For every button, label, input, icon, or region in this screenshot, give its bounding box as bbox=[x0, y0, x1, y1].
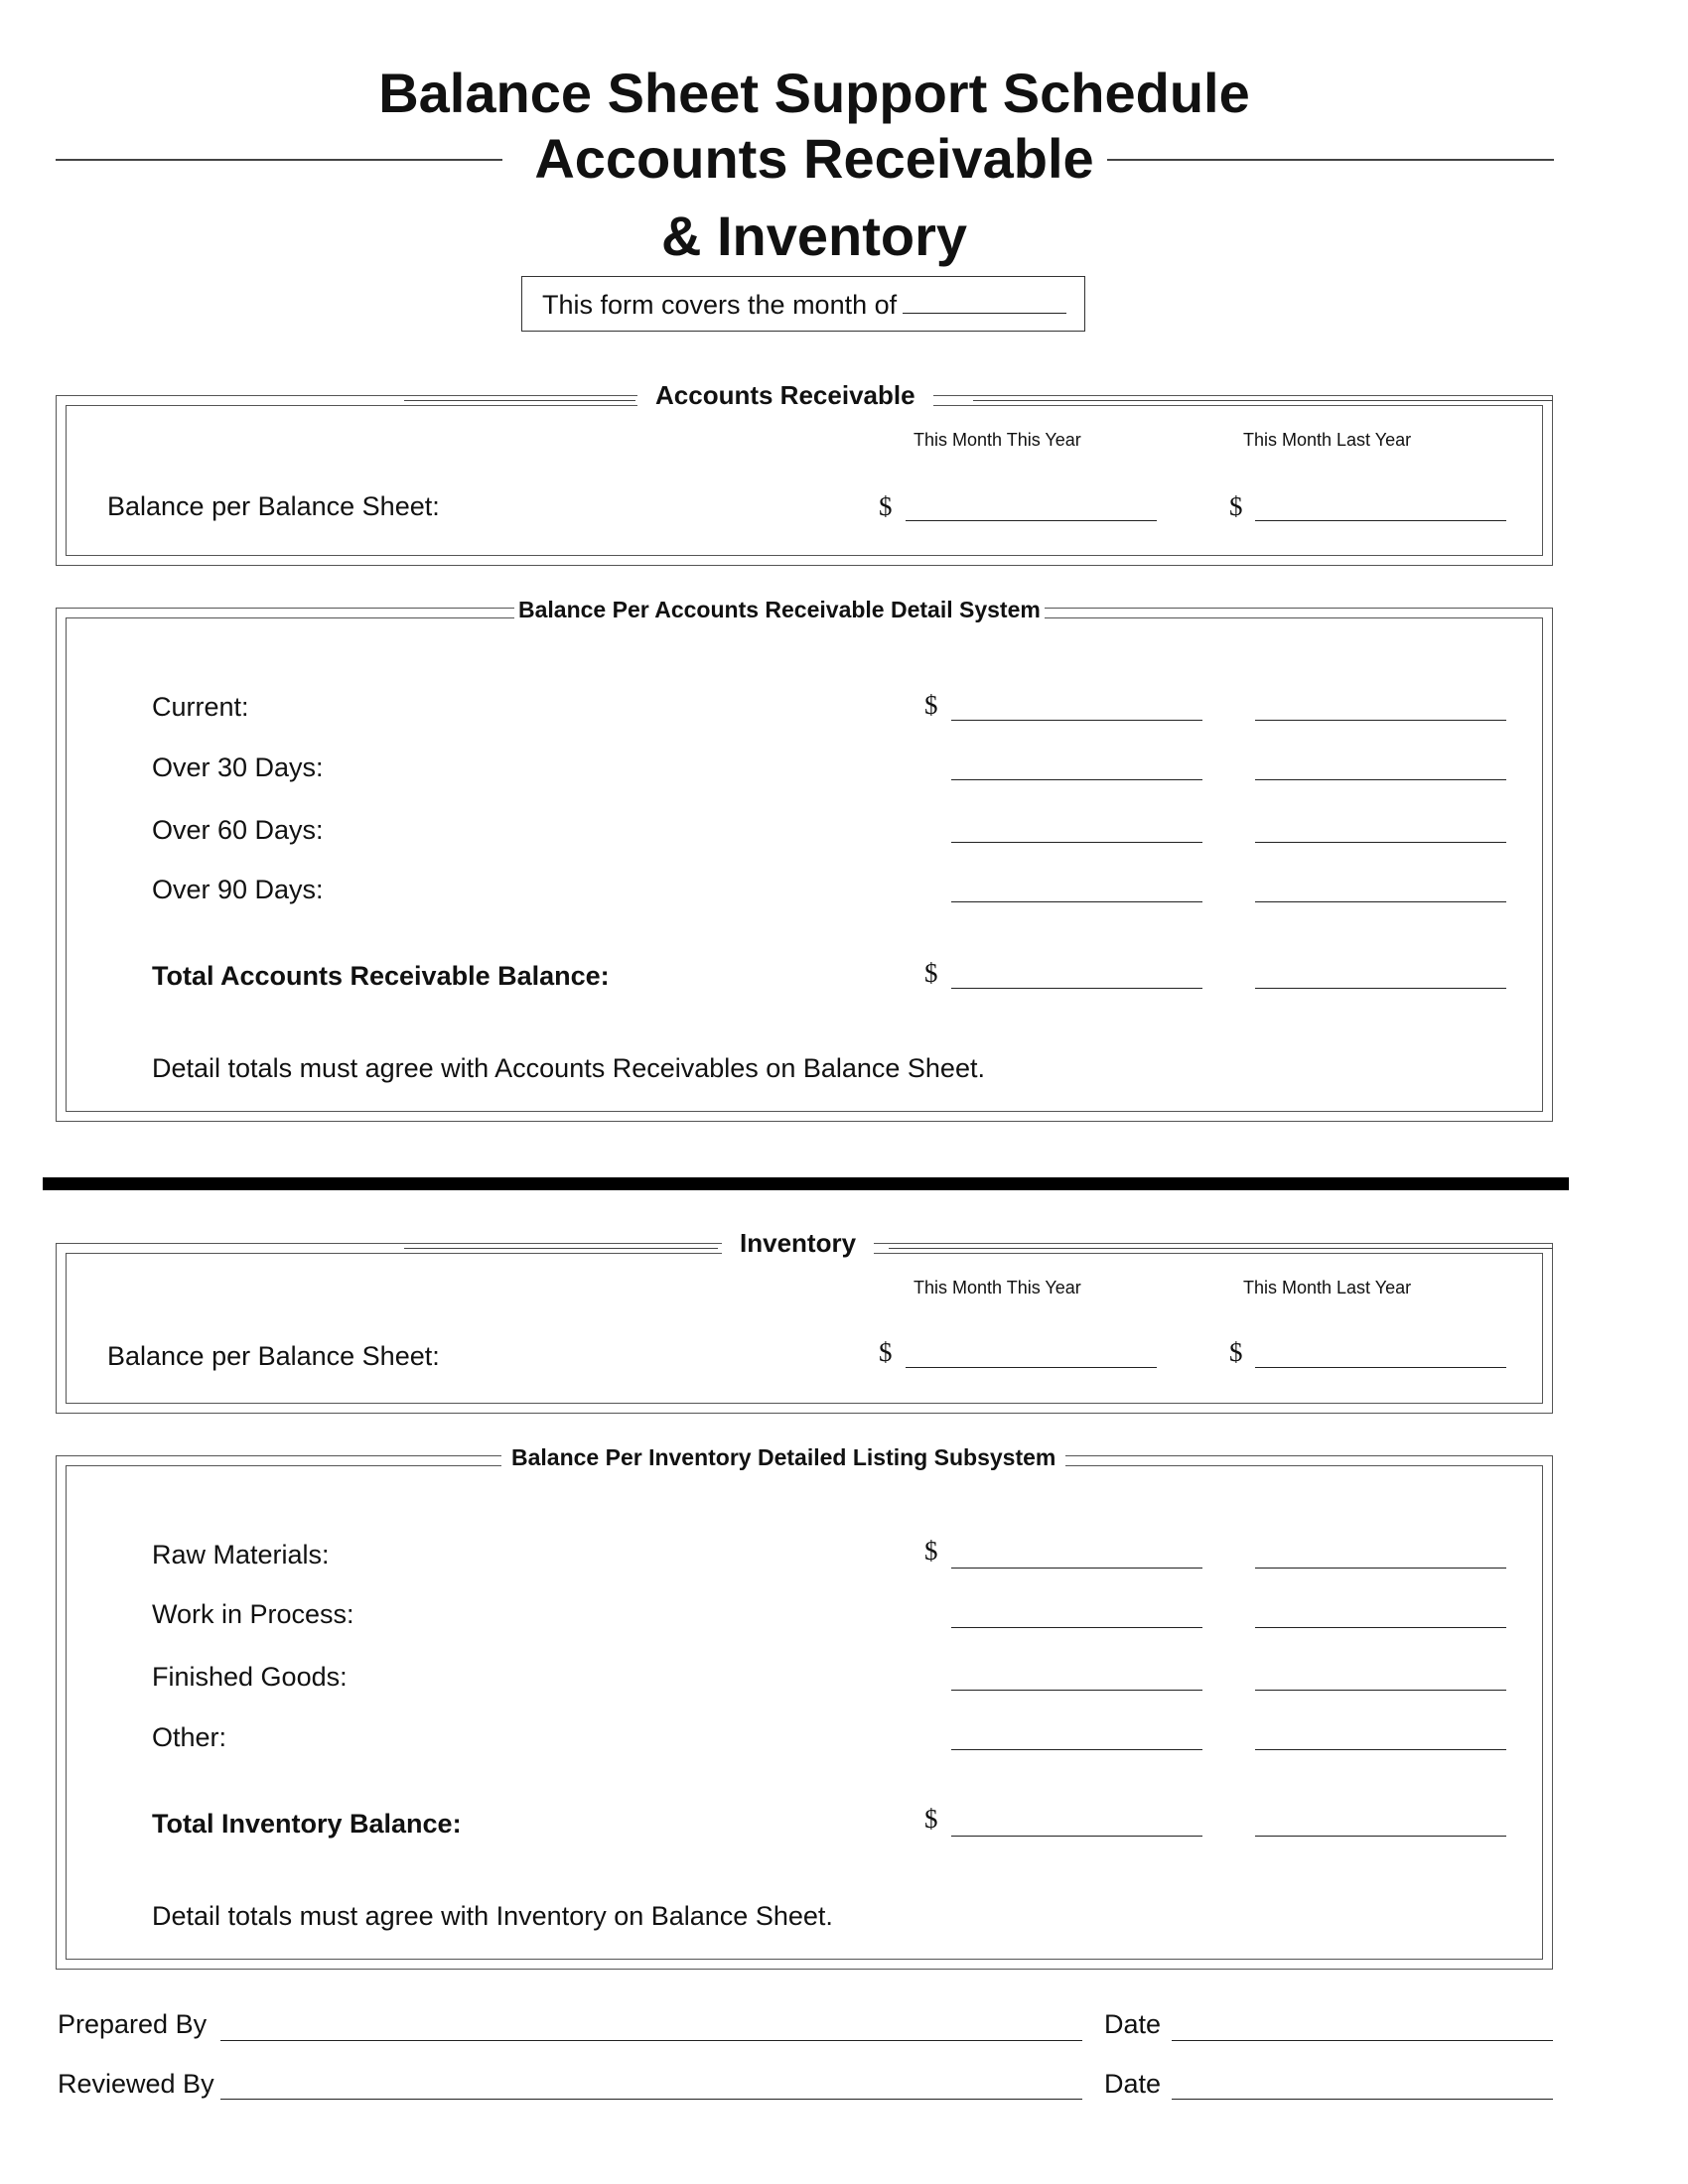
inv-detail-note: Detail totals must agree with Inventory on Balance Sheet. bbox=[152, 1901, 833, 1931]
inv-row-other-field-1[interactable] bbox=[951, 1749, 1202, 1750]
inv-detail-title: Balance Per Inventory Detailed Listing Subsystem bbox=[501, 1442, 1065, 1472]
form-subtitle-accounts-receivable: Accounts Receivable bbox=[534, 127, 1094, 190]
ar-row-60-label: Over 60 Days: bbox=[152, 815, 324, 845]
prepared-date-field[interactable] bbox=[1172, 2040, 1553, 2041]
month-prompt: This form covers the month of bbox=[542, 290, 898, 320]
reviewed-date-field[interactable] bbox=[1172, 2099, 1553, 2100]
ar-title-rule-left bbox=[404, 400, 635, 401]
form-title: Balance Sheet Support Schedule bbox=[378, 62, 1250, 124]
inv-total-field-1[interactable] bbox=[951, 1836, 1202, 1837]
ar-dollar-1: $ bbox=[879, 491, 893, 521]
ar-total-field-2[interactable] bbox=[1255, 988, 1506, 989]
inv-row-wip-field-1[interactable] bbox=[951, 1627, 1202, 1628]
ar-row-current-field-2[interactable] bbox=[1255, 720, 1506, 721]
ar-row-30-field-1[interactable] bbox=[951, 779, 1202, 780]
ar-summary-inner-border bbox=[66, 405, 1543, 556]
inv-row-raw-field-2[interactable] bbox=[1255, 1568, 1506, 1569]
ar-row-current-field-1[interactable] bbox=[951, 720, 1202, 721]
reviewed-by-field[interactable] bbox=[220, 2099, 1082, 2100]
ar-row-90-label: Over 90 Days: bbox=[152, 875, 324, 904]
inv-balance-label: Balance per Balance Sheet: bbox=[107, 1341, 440, 1371]
inv-summary-inner-border bbox=[66, 1253, 1543, 1404]
inv-dollar-2: $ bbox=[1229, 1337, 1243, 1367]
inv-row-wip-label: Work in Process: bbox=[152, 1599, 354, 1629]
ar-balance-label: Balance per Balance Sheet: bbox=[107, 491, 440, 521]
ar-row-60-field-2[interactable] bbox=[1255, 842, 1506, 843]
inv-row-finished-field-1[interactable] bbox=[951, 1690, 1202, 1691]
ar-row-90-field-1[interactable] bbox=[951, 901, 1202, 902]
ar-row-30-field-2[interactable] bbox=[1255, 779, 1506, 780]
month-box bbox=[521, 276, 1085, 332]
inv-row-other-field-2[interactable] bbox=[1255, 1749, 1506, 1750]
inv-total-label: Total Inventory Balance: bbox=[152, 1809, 462, 1839]
inv-title-rule-left bbox=[404, 1248, 718, 1249]
inv-col-last-year: This Month Last Year bbox=[1243, 1278, 1412, 1297]
inv-dollar-1: $ bbox=[879, 1337, 893, 1367]
ar-title-rule-right bbox=[973, 400, 1553, 401]
inv-summary-title: Inventory bbox=[722, 1228, 874, 1258]
ar-detail-section bbox=[56, 597, 1553, 1122]
header-rule-right bbox=[1107, 159, 1554, 161]
form-subtitle-inventory: & Inventory bbox=[660, 205, 968, 267]
prepared-by-field[interactable] bbox=[220, 2040, 1082, 2041]
inv-summary-section bbox=[56, 1228, 1553, 1414]
inv-title-rule-right bbox=[889, 1248, 1553, 1249]
inv-row-raw-field-1[interactable] bbox=[951, 1568, 1202, 1569]
reviewed-by-label: Reviewed By bbox=[58, 2069, 214, 2099]
ar-total-field-1[interactable] bbox=[951, 988, 1202, 989]
ar-summary-title: Accounts Receivable bbox=[637, 380, 933, 410]
ar-row-90-field-2[interactable] bbox=[1255, 901, 1506, 902]
inv-row-finished-label: Finished Goods: bbox=[152, 1662, 348, 1692]
ar-row-60-field-1[interactable] bbox=[951, 842, 1202, 843]
ar-row-current-dollar: $ bbox=[924, 690, 938, 720]
inv-row-raw-dollar: $ bbox=[924, 1536, 938, 1566]
inv-detail-section bbox=[56, 1444, 1553, 1970]
inv-row-finished-field-2[interactable] bbox=[1255, 1690, 1506, 1691]
ar-dollar-2: $ bbox=[1229, 491, 1243, 521]
ar-balance-last-year-field[interactable] bbox=[1255, 520, 1506, 521]
inv-total-field-2[interactable] bbox=[1255, 1836, 1506, 1837]
section-divider bbox=[43, 1177, 1569, 1190]
ar-balance-this-year-field[interactable] bbox=[906, 520, 1157, 521]
ar-total-dollar: $ bbox=[924, 958, 938, 988]
ar-detail-title: Balance Per Accounts Receivable Detail System bbox=[514, 595, 1045, 624]
prepared-by-label: Prepared By bbox=[58, 2009, 208, 2039]
inv-row-raw-label: Raw Materials: bbox=[152, 1540, 330, 1570]
ar-row-30-label: Over 30 Days: bbox=[152, 752, 324, 782]
inv-col-this-year: This Month This Year bbox=[914, 1278, 1081, 1297]
inv-row-other-label: Other: bbox=[152, 1722, 227, 1752]
ar-col-last-year: This Month Last Year bbox=[1243, 430, 1412, 450]
month-field[interactable] bbox=[903, 293, 1066, 314]
inv-total-dollar: $ bbox=[924, 1804, 938, 1834]
ar-row-current-label: Current: bbox=[152, 692, 249, 722]
ar-summary-section bbox=[56, 380, 1553, 566]
prepared-date-label: Date bbox=[1104, 2009, 1162, 2039]
inv-balance-this-year-field[interactable] bbox=[906, 1367, 1157, 1368]
inv-balance-last-year-field[interactable] bbox=[1255, 1367, 1506, 1368]
ar-detail-note: Detail totals must agree with Accounts Receivables on Balance Sheet. bbox=[152, 1053, 985, 1083]
ar-col-this-year: This Month This Year bbox=[914, 430, 1081, 450]
inv-row-wip-field-2[interactable] bbox=[1255, 1627, 1506, 1628]
ar-detail-inner-border bbox=[66, 617, 1543, 1112]
ar-total-label: Total Accounts Receivable Balance: bbox=[152, 961, 610, 991]
reviewed-date-label: Date bbox=[1104, 2069, 1162, 2099]
